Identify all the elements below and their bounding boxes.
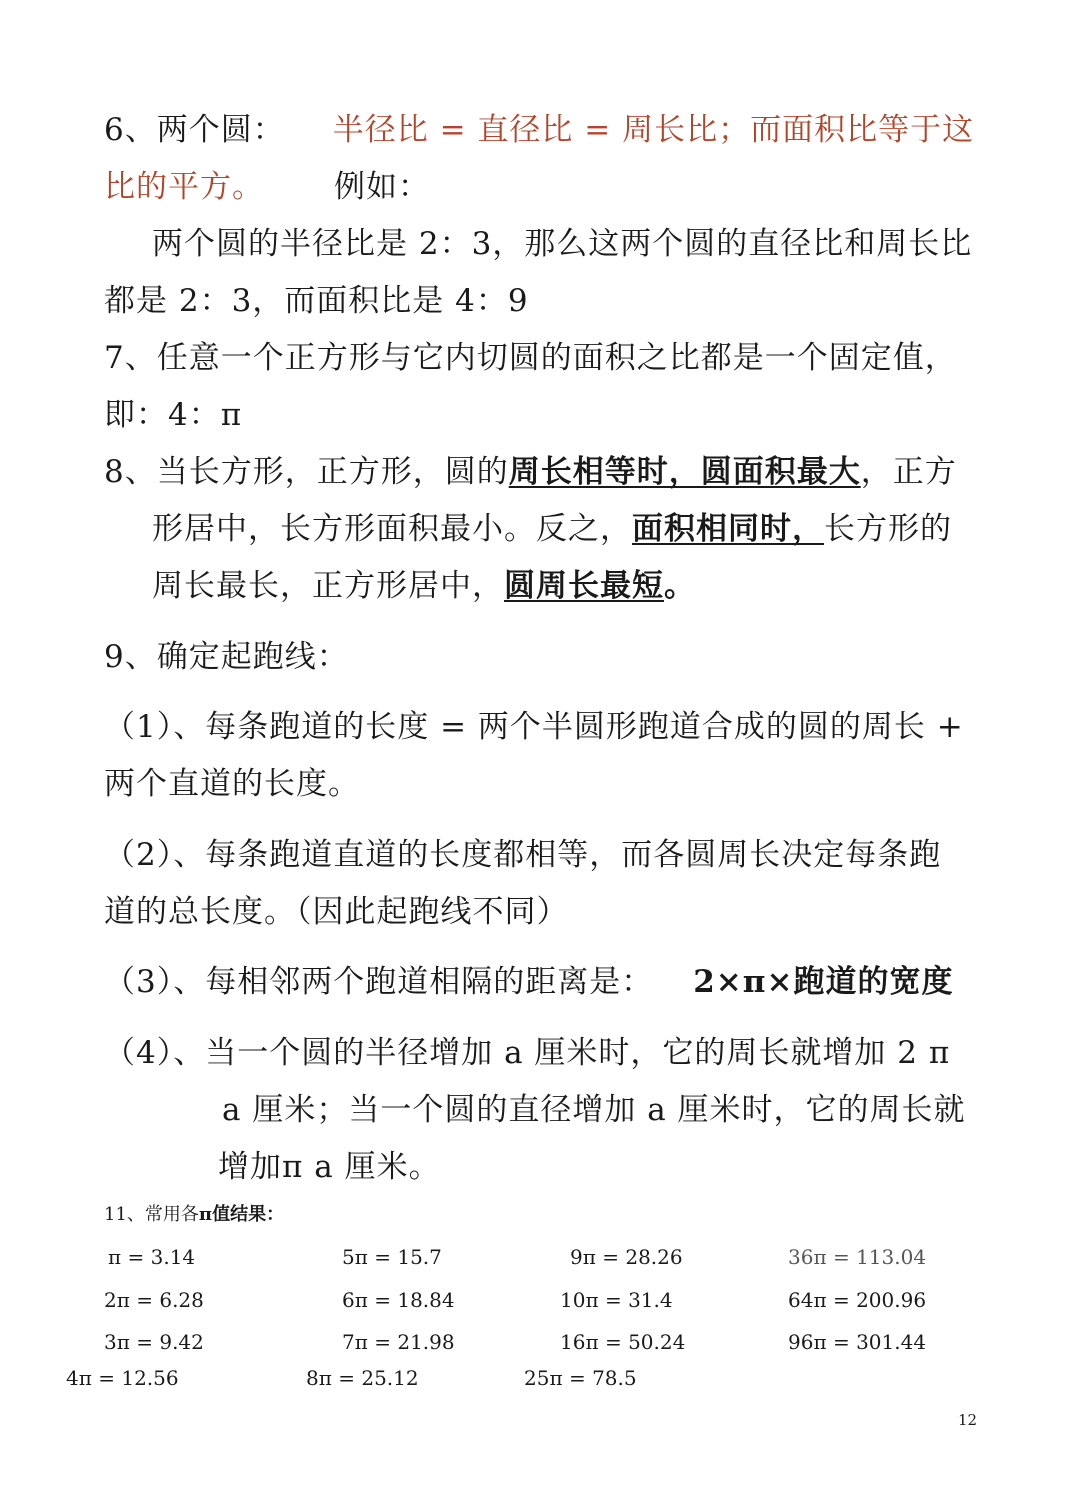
pi-value-r1c2: 5π = 15.7: [342, 1245, 442, 1269]
item7-line2: 即：4：π: [104, 397, 243, 433]
pi-value-r3c3: 16π = 50.24: [560, 1330, 686, 1354]
pi-value-r4c2: 8π = 25.12: [306, 1366, 419, 1390]
item6-example-label: 例如：: [334, 169, 430, 205]
item8-line2: [152, 509, 952, 549]
pi-value-r2c1: 2π = 6.28: [104, 1288, 204, 1312]
item8-emphasis-2: 面积相同时，: [632, 511, 824, 547]
item8-line3: [152, 566, 696, 606]
item9-p2-line1: （2）、每条跑道直道的长度都相等，而各圆周长决定每条跑: [104, 837, 942, 873]
item8-text-f: 长方形的: [824, 511, 952, 547]
item8-emphasis-1: 周长相等时，圆面积最大: [508, 454, 861, 490]
pi-value-r4c1: 4π = 12.56: [66, 1366, 179, 1390]
item6-lead: 6、两个圆：: [104, 112, 285, 148]
item8-line1: [104, 452, 957, 492]
item6-line2: [104, 167, 430, 207]
item9-p3-text: （3）、每相邻两个跑道相隔的距离是：: [104, 964, 654, 1000]
item11-title-a: 11、常用各: [104, 1204, 199, 1225]
item9-p4-line1: （4）、当一个圆的半径增加 a 厘米时，它的周长就增加 2 π: [104, 1035, 951, 1071]
pi-value-r1c3: 9π = 28.26: [570, 1245, 683, 1269]
item8-emphasis-3: 圆周长最短: [504, 568, 664, 604]
pi-value-r3c1: 3π = 9.42: [104, 1330, 204, 1354]
pi-value-r2c2: 6π = 18.84: [342, 1288, 455, 1312]
pi-value-r1c1: π = 3.14: [108, 1245, 196, 1269]
item8-text-g: 周长最长，正方形居中，: [152, 568, 504, 604]
item9-p2-line2: 道的总长度。（因此起跑线不同）: [104, 894, 569, 930]
item9-p3-line: [104, 962, 953, 1002]
item6-example-line2: 都是 2：3，而面积比是 4：9: [104, 283, 529, 319]
item6-example-line1: 两个圆的半径比是 2：3，那么这两个圆的直径比和周长比: [152, 226, 973, 262]
item6-line1: [104, 110, 974, 150]
page-number: 12: [958, 1411, 978, 1429]
item11-title-b: π值结果：: [198, 1204, 285, 1225]
item9-p4-line3: 增加π a 厘米。: [218, 1149, 441, 1185]
item11-title: [104, 1203, 284, 1227]
item9-p3-formula: 2×π×跑道的宽度: [693, 964, 954, 1000]
pi-value-r3c2: 7π = 21.98: [342, 1330, 455, 1354]
item6-rule: 半径比 = 直径比 = 周长比；而面积比等于这: [332, 112, 975, 148]
item8-text-d: 形居中，长方形面积最小。反之，: [152, 511, 632, 547]
item6-rule2: 比的平方。: [104, 169, 264, 205]
pi-value-r3c4: 96π = 301.44: [788, 1330, 927, 1354]
item8-text-i: 。: [664, 568, 696, 604]
item8-text-a: 8、当长方形，正方形，圆的: [104, 454, 509, 490]
pi-value-r2c3: 10π = 31.4: [560, 1288, 673, 1312]
item8-text-c: ，正方: [860, 454, 957, 490]
item9-p4-line2: a 厘米；当一个圆的直径增加 a 厘米时，它的周长就: [222, 1092, 966, 1128]
item9-p1-line2: 两个直道的长度。: [104, 766, 360, 802]
item9-title: 9、确定起跑线：: [104, 639, 349, 675]
pi-value-r2c4: 64π = 200.96: [788, 1288, 927, 1312]
pi-value-r1c4: 36π = 113.04: [788, 1245, 927, 1269]
item9-p1-line1: （1）、每条跑道的长度 = 两个半圆形跑道合成的圆的周长 +: [104, 709, 964, 745]
item7-line1: 7、任意一个正方形与它内切圆的面积之比都是一个固定值，: [104, 340, 957, 376]
pi-value-r4c3: 25π = 78.5: [524, 1366, 637, 1390]
